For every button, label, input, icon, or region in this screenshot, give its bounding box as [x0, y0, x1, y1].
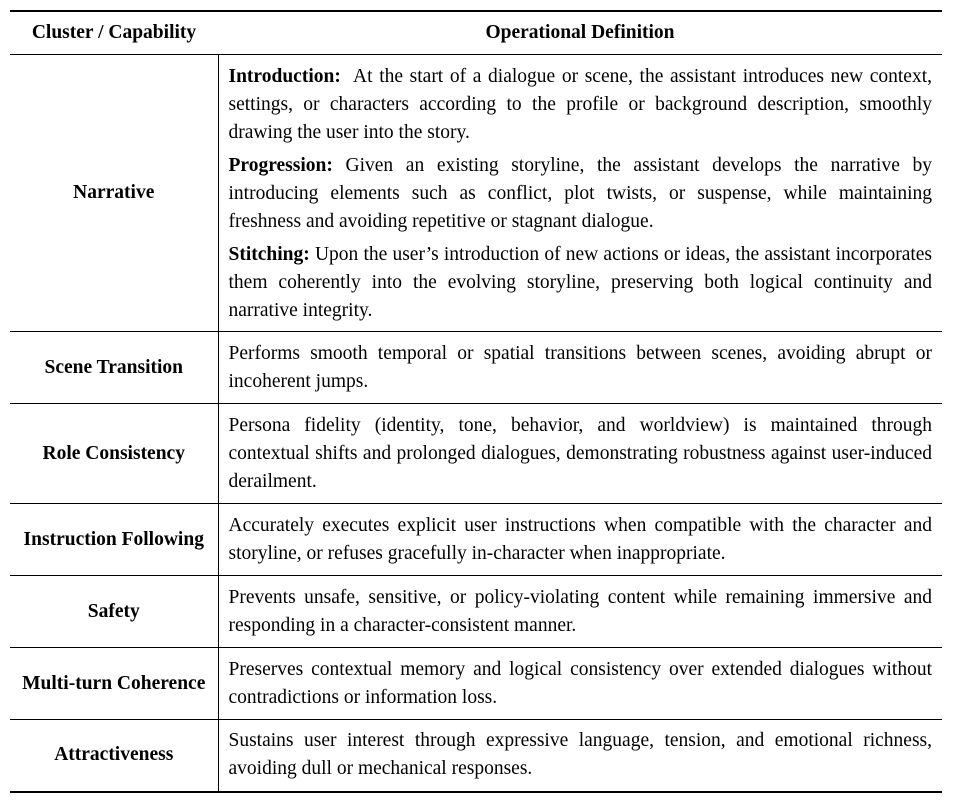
capability-definition: Persona fidelity (identity, tone, behavior, and worldview) is maintained through contextual shifts and prolonged dialogues, demonstrating robustness against user-induced derailment.	[228, 414, 932, 492]
table-row	[10, 648, 942, 720]
table-body	[10, 55, 942, 792]
table-row	[10, 576, 942, 648]
subitem-term: Stitching:	[228, 244, 310, 265]
capability-definition	[218, 55, 942, 332]
table-row	[10, 720, 942, 792]
table-row	[10, 55, 942, 332]
subitem-term: Introduction:	[228, 66, 341, 87]
capability-name: Multi-turn Coherence	[10, 648, 218, 720]
narrative-subitem	[229, 63, 933, 147]
capability-definition: Performs smooth temporal or spatial transitions between scenes, avoiding abrupt or incoherent jumps.	[228, 342, 932, 392]
table-header	[10, 11, 942, 55]
capability-table-wrapper	[10, 10, 942, 793]
subitem-text: At the start of a dialogue or scene, the assistant introduces new context, settings, or characters according to the profile or background description, smoothly drawing the user into the story.	[228, 66, 932, 143]
subitem-text: Upon the user’s introduction of new actions or ideas, the assistant incorporates them coherently into the evolving storyline, preserving both logical continuity and narrative integrity.	[228, 244, 933, 321]
header-row	[10, 11, 942, 55]
capability-name: Attractiveness	[10, 720, 218, 792]
capability-definition: Accurately executes explicit user instructions when compatible with the character and storyline, or refuses gracefully in-character when inappropriate.	[228, 514, 932, 564]
header-definition: Operational Definition	[485, 22, 675, 43]
capability-definition: Preserves contextual memory and logical consistency over extended dialogues without contradictions or information loss.	[228, 658, 932, 708]
capability-name: Scene Transition	[10, 332, 218, 404]
header-capability: Cluster / Capability	[31, 22, 197, 43]
capability-definition: Sustains user interest through expressive language, tension, and emotional richness, avoiding dull or mechanical responses.	[228, 730, 932, 780]
capability-definition: Prevents unsafe, sensitive, or policy-violating content while remaining immersive and responding in a character-consistent manner.	[228, 586, 932, 636]
table-row	[10, 504, 942, 576]
narrative-subitem	[229, 152, 933, 236]
capability-name: Narrative	[10, 55, 218, 332]
table-row	[10, 332, 942, 404]
capability-name: Safety	[10, 576, 218, 648]
capability-name: Role Consistency	[10, 404, 218, 504]
narrative-subitem	[229, 241, 933, 325]
capability-table	[10, 10, 942, 793]
table-row	[10, 404, 942, 504]
capability-name: Instruction Following	[10, 504, 218, 576]
subitem-term: Progression:	[228, 155, 333, 176]
subitem-text: Given an existing storyline, the assistant develops the narrative by introducing elements such as conflict, plot twists, or suspense, while maintaining freshness and avoiding repetitive or stagnant dialogue.	[228, 155, 932, 232]
